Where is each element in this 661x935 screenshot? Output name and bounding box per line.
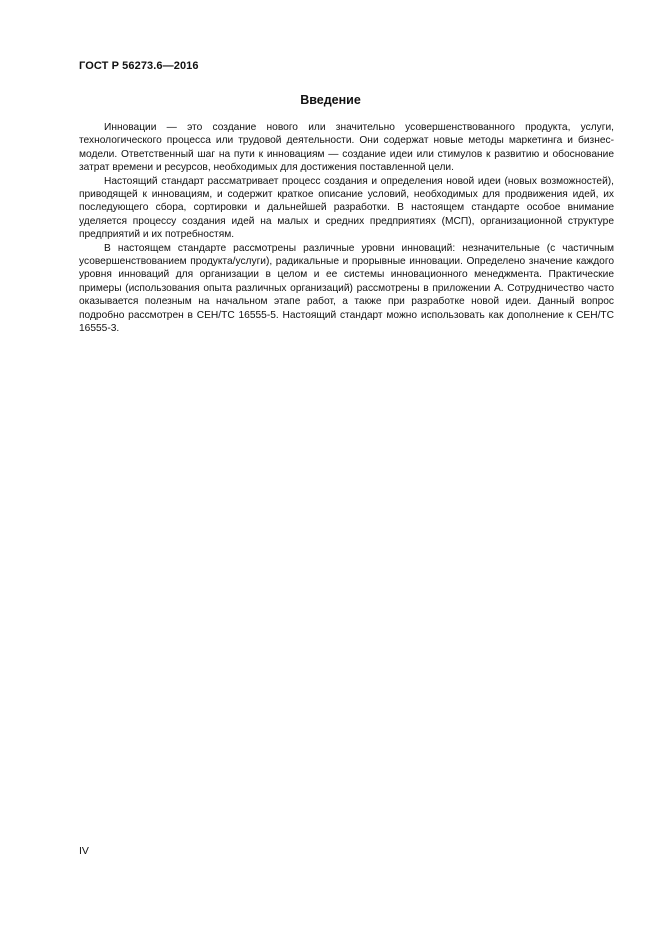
paragraph-1: Инновации — это создание нового или значительно усовершенствованного продукта, услуги, технологического процесса или трудовой деятельности. Они содержат новые методы маркетинга и бизнес-модели. Ответственный шаг на пути к инновациям — создание идеи или стимулов к развитию и обоснование затрат времени и ресурсов, необходимых для достижения поставленной цели.: [79, 122, 614, 174]
paragraph-3: В настоящем стандарте рассмотрены различные уровни инноваций: незначительные (с частичным усовершенствованием продукта/услуги), радикальные и прорывные инновации. Определено значение каждого уровня инноваций для организации в целом и ее системы инновационного менеджмента. Практические примеры (использования опыта различных организаций) рассмотрены в приложении А. Сотрудничество часто оказывается полезным на начальном этапе работ, а также при разработке новой идеи. Данный вопрос подробно рассмотрен в СЕН/ТС 16555-5. Настоящий стандарт можно использовать как дополнение к СЕН/ТС 16555-3.: [79, 242, 614, 335]
body-text: [79, 121, 614, 336]
section-title: Введение: [300, 93, 361, 107]
document-header-standard-number: ГОСТ Р 56273.6—2016: [79, 60, 199, 72]
paragraph-2: Настоящий стандарт рассматривает процесс создания и определения новой идеи (новых возможностей), приводящей к инновациям, и содержит краткое описание условий, необходимых для продвижения идей, их последующего сбора, сортировки и дальнейшей разработки. В настоящем стандарте особое внимание уделяется процессу создания идей на малых и средних предприятиях (МСП), организационной структуре предприятий и их потребностям.: [79, 175, 614, 241]
page-number: IV: [79, 845, 89, 857]
